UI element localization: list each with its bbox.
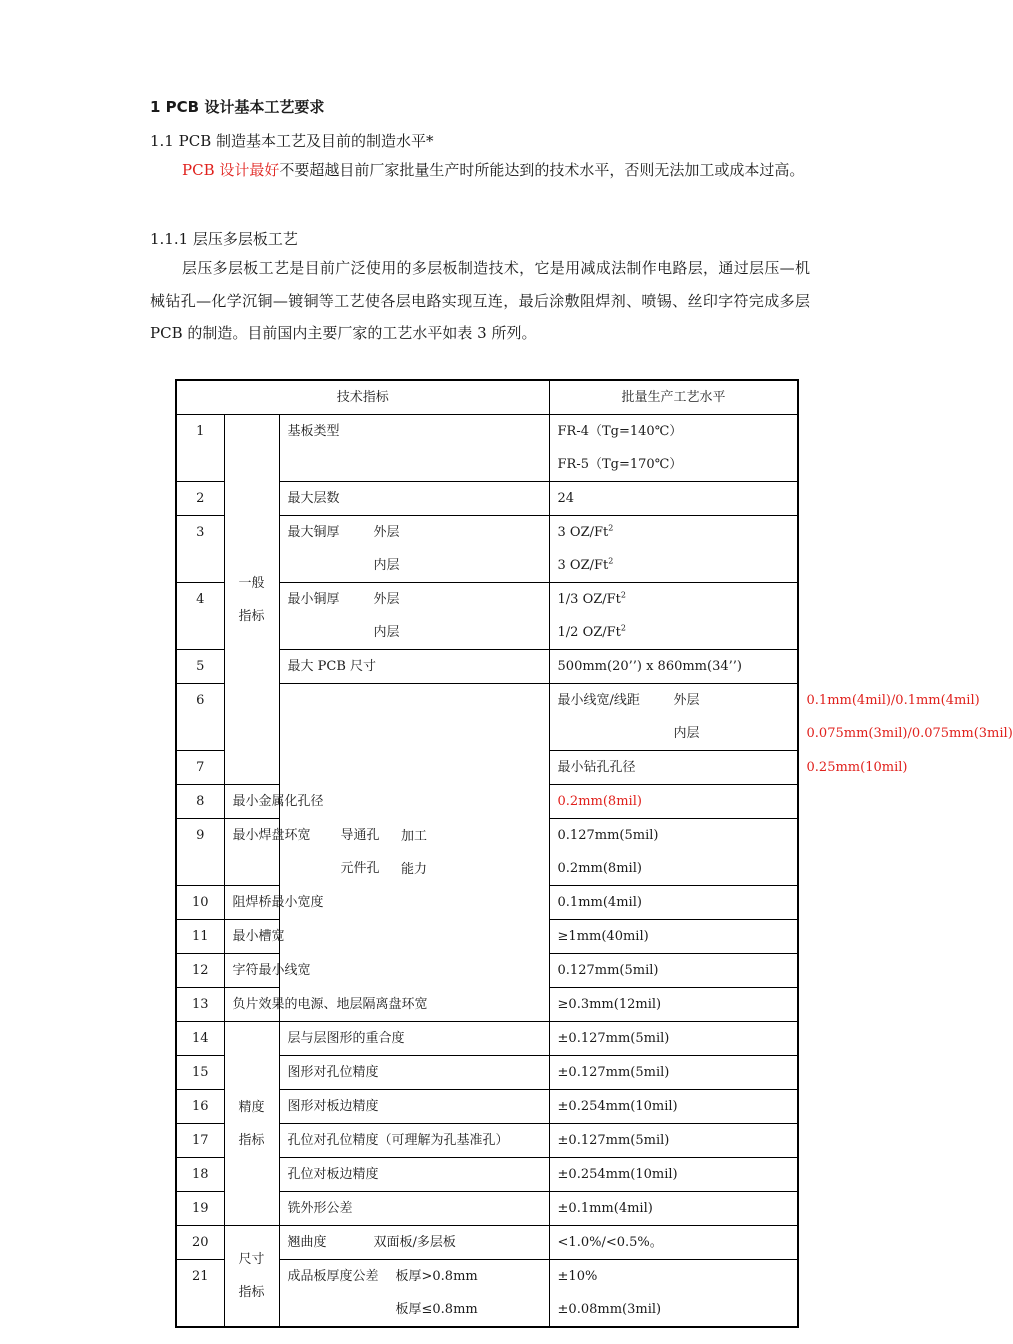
item-label: 最大 PCB 尺寸 [279, 650, 549, 684]
item-label: 层与层图形的重合度 [279, 1022, 549, 1056]
item-value: ≥1mm(40mil) [549, 920, 798, 954]
row-number: 6 [176, 684, 224, 751]
group-precision: 精度 指标 [224, 1022, 279, 1226]
item-label: 孔位对孔位精度（可理解为孔基准孔） [279, 1124, 549, 1158]
item-value: ±10% ±0.08mm(3mil) [549, 1260, 798, 1328]
item-label: 最小金属化孔径 [224, 785, 279, 819]
group-process: 加工 能力 [279, 684, 549, 1022]
item-value: 1/3 OZ/Ft$^2$ 1/2 OZ/Ft$^2$ [549, 583, 798, 650]
item-value: ±0.1mm(4mil) [549, 1192, 798, 1226]
item-value: ±0.254mm(10mil) [549, 1158, 798, 1192]
item-label: 最小焊盘环宽 导通孔 元件孔 [224, 819, 279, 886]
row-number: 21 [176, 1260, 224, 1328]
item-label: 最大铜厚 外层 内层 [279, 516, 549, 583]
item-label: 图形对孔位精度 [279, 1056, 549, 1090]
item-label: 字符最小线宽 [224, 954, 279, 988]
item-label: 最小钻孔孔径 [549, 751, 798, 785]
item-value: <1.0%/<0.5%。 [549, 1226, 798, 1260]
row-number: 14 [176, 1022, 224, 1056]
section-heading-1-1-1: 1.1.1 层压多层板工艺 [150, 230, 298, 248]
item-label: 最小线宽/线距 外层 内层 [549, 684, 798, 751]
item-value: ±0.127mm(5mil) [549, 1056, 798, 1090]
row-number: 11 [176, 920, 224, 954]
process-paragraph: 层压多层板工艺是目前广泛使用的多层板制造技术，它是用减成法制作电路层，通过层压—机械钻孔—化学沉铜—镀铜等工艺使各层电路实现互连，最后涂敷阻焊剂、喷锡、丝印字符完成多层 PCB 的制造。目前国内主要厂家的工艺水平如表 3 所列。 [150, 259, 810, 342]
group-general: 一般 指标 [224, 415, 279, 785]
item-label: 最大层数 [279, 482, 549, 516]
row-number: 12 [176, 954, 224, 988]
section-heading-1-1: 1.1 PCB 制造基本工艺及目前的制造水平* [150, 132, 434, 150]
item-label: 铣外形公差 [279, 1192, 549, 1226]
item-label: 翘曲度 双面板/多层板 [279, 1226, 549, 1260]
header-level: 批量生产工艺水平 [549, 380, 798, 415]
item-value: FR-4（Tg=140℃） FR-5（Tg=170℃） [549, 415, 798, 482]
group-size: 尺寸 指标 [224, 1226, 279, 1328]
item-value: ±0.254mm(10mil) [549, 1090, 798, 1124]
process-capability-table [175, 379, 1013, 1328]
row-number: 19 [176, 1192, 224, 1226]
item-label: 成品板厚度公差 板厚>0.8mm 板厚≤0.8mm [279, 1260, 549, 1328]
table-row: 7 最小钻孔孔径 0.25mm(10mil) [176, 751, 798, 785]
table-row [176, 415, 798, 482]
item-label: 负片效果的电源、地层隔离盘环宽 [224, 988, 279, 1022]
row-number: 15 [176, 1056, 224, 1090]
item-value: 0.2mm(8mil) [549, 785, 798, 819]
row-number: 1 [176, 415, 224, 482]
item-value: 24 [549, 482, 798, 516]
row-number: 3 [176, 516, 224, 583]
item-value: ±0.127mm(5mil) [549, 1022, 798, 1056]
row-number: 10 [176, 886, 224, 920]
row-number: 4 [176, 583, 224, 650]
intro-text: 不要超越目前厂家批量生产时所能达到的技术水平，否则无法加工或成本过高。 [279, 161, 805, 179]
item-label: 阻焊桥最小宽度 [224, 886, 279, 920]
item-value: ±0.127mm(5mil) [549, 1124, 798, 1158]
row-number: 5 [176, 650, 224, 684]
item-label: 图形对板边精度 [279, 1090, 549, 1124]
row-number: 16 [176, 1090, 224, 1124]
item-value: 3 OZ/Ft$^2$ 3 OZ/Ft$^2$ [549, 516, 798, 583]
item-value: ≥0.3mm(12mil) [549, 988, 798, 1022]
table-row: 6 加工 能力 最小线宽/线距 外层 内层 0.1mm(4mil)/0.1mm(4mil) 0.075mm(3mil)/0.075mm(3mil) [176, 684, 798, 751]
intro-paragraph [150, 154, 810, 187]
header-index: 技术指标 [176, 380, 549, 415]
row-number: 20 [176, 1226, 224, 1260]
item-value: 500mm(20’’) x 860mm(34’’) [549, 650, 798, 684]
row-number: 9 [176, 819, 224, 886]
section-heading-1: 1 PCB 设计基本工艺要求 [150, 98, 325, 116]
table-row [176, 1022, 798, 1056]
item-value: 0.127mm(5mil) 0.2mm(8mil) [549, 819, 798, 886]
row-number: 8 [176, 785, 224, 819]
row-number: 2 [176, 482, 224, 516]
item-label: 最小铜厚 外层 内层 [279, 583, 549, 650]
highlight-text: PCB 设计最好 [182, 161, 280, 179]
item-value: 0.127mm(5mil) [549, 954, 798, 988]
item-label: 基板类型 [279, 415, 549, 482]
item-label: 孔位对板边精度 [279, 1158, 549, 1192]
item-value: 0.1mm(4mil) [549, 886, 798, 920]
row-number: 13 [176, 988, 224, 1022]
row-number: 7 [176, 751, 224, 785]
item-label: 最小槽宽 [224, 920, 279, 954]
row-number: 18 [176, 1158, 224, 1192]
table-row [176, 1226, 798, 1260]
table-header-row [176, 380, 798, 415]
row-number: 17 [176, 1124, 224, 1158]
